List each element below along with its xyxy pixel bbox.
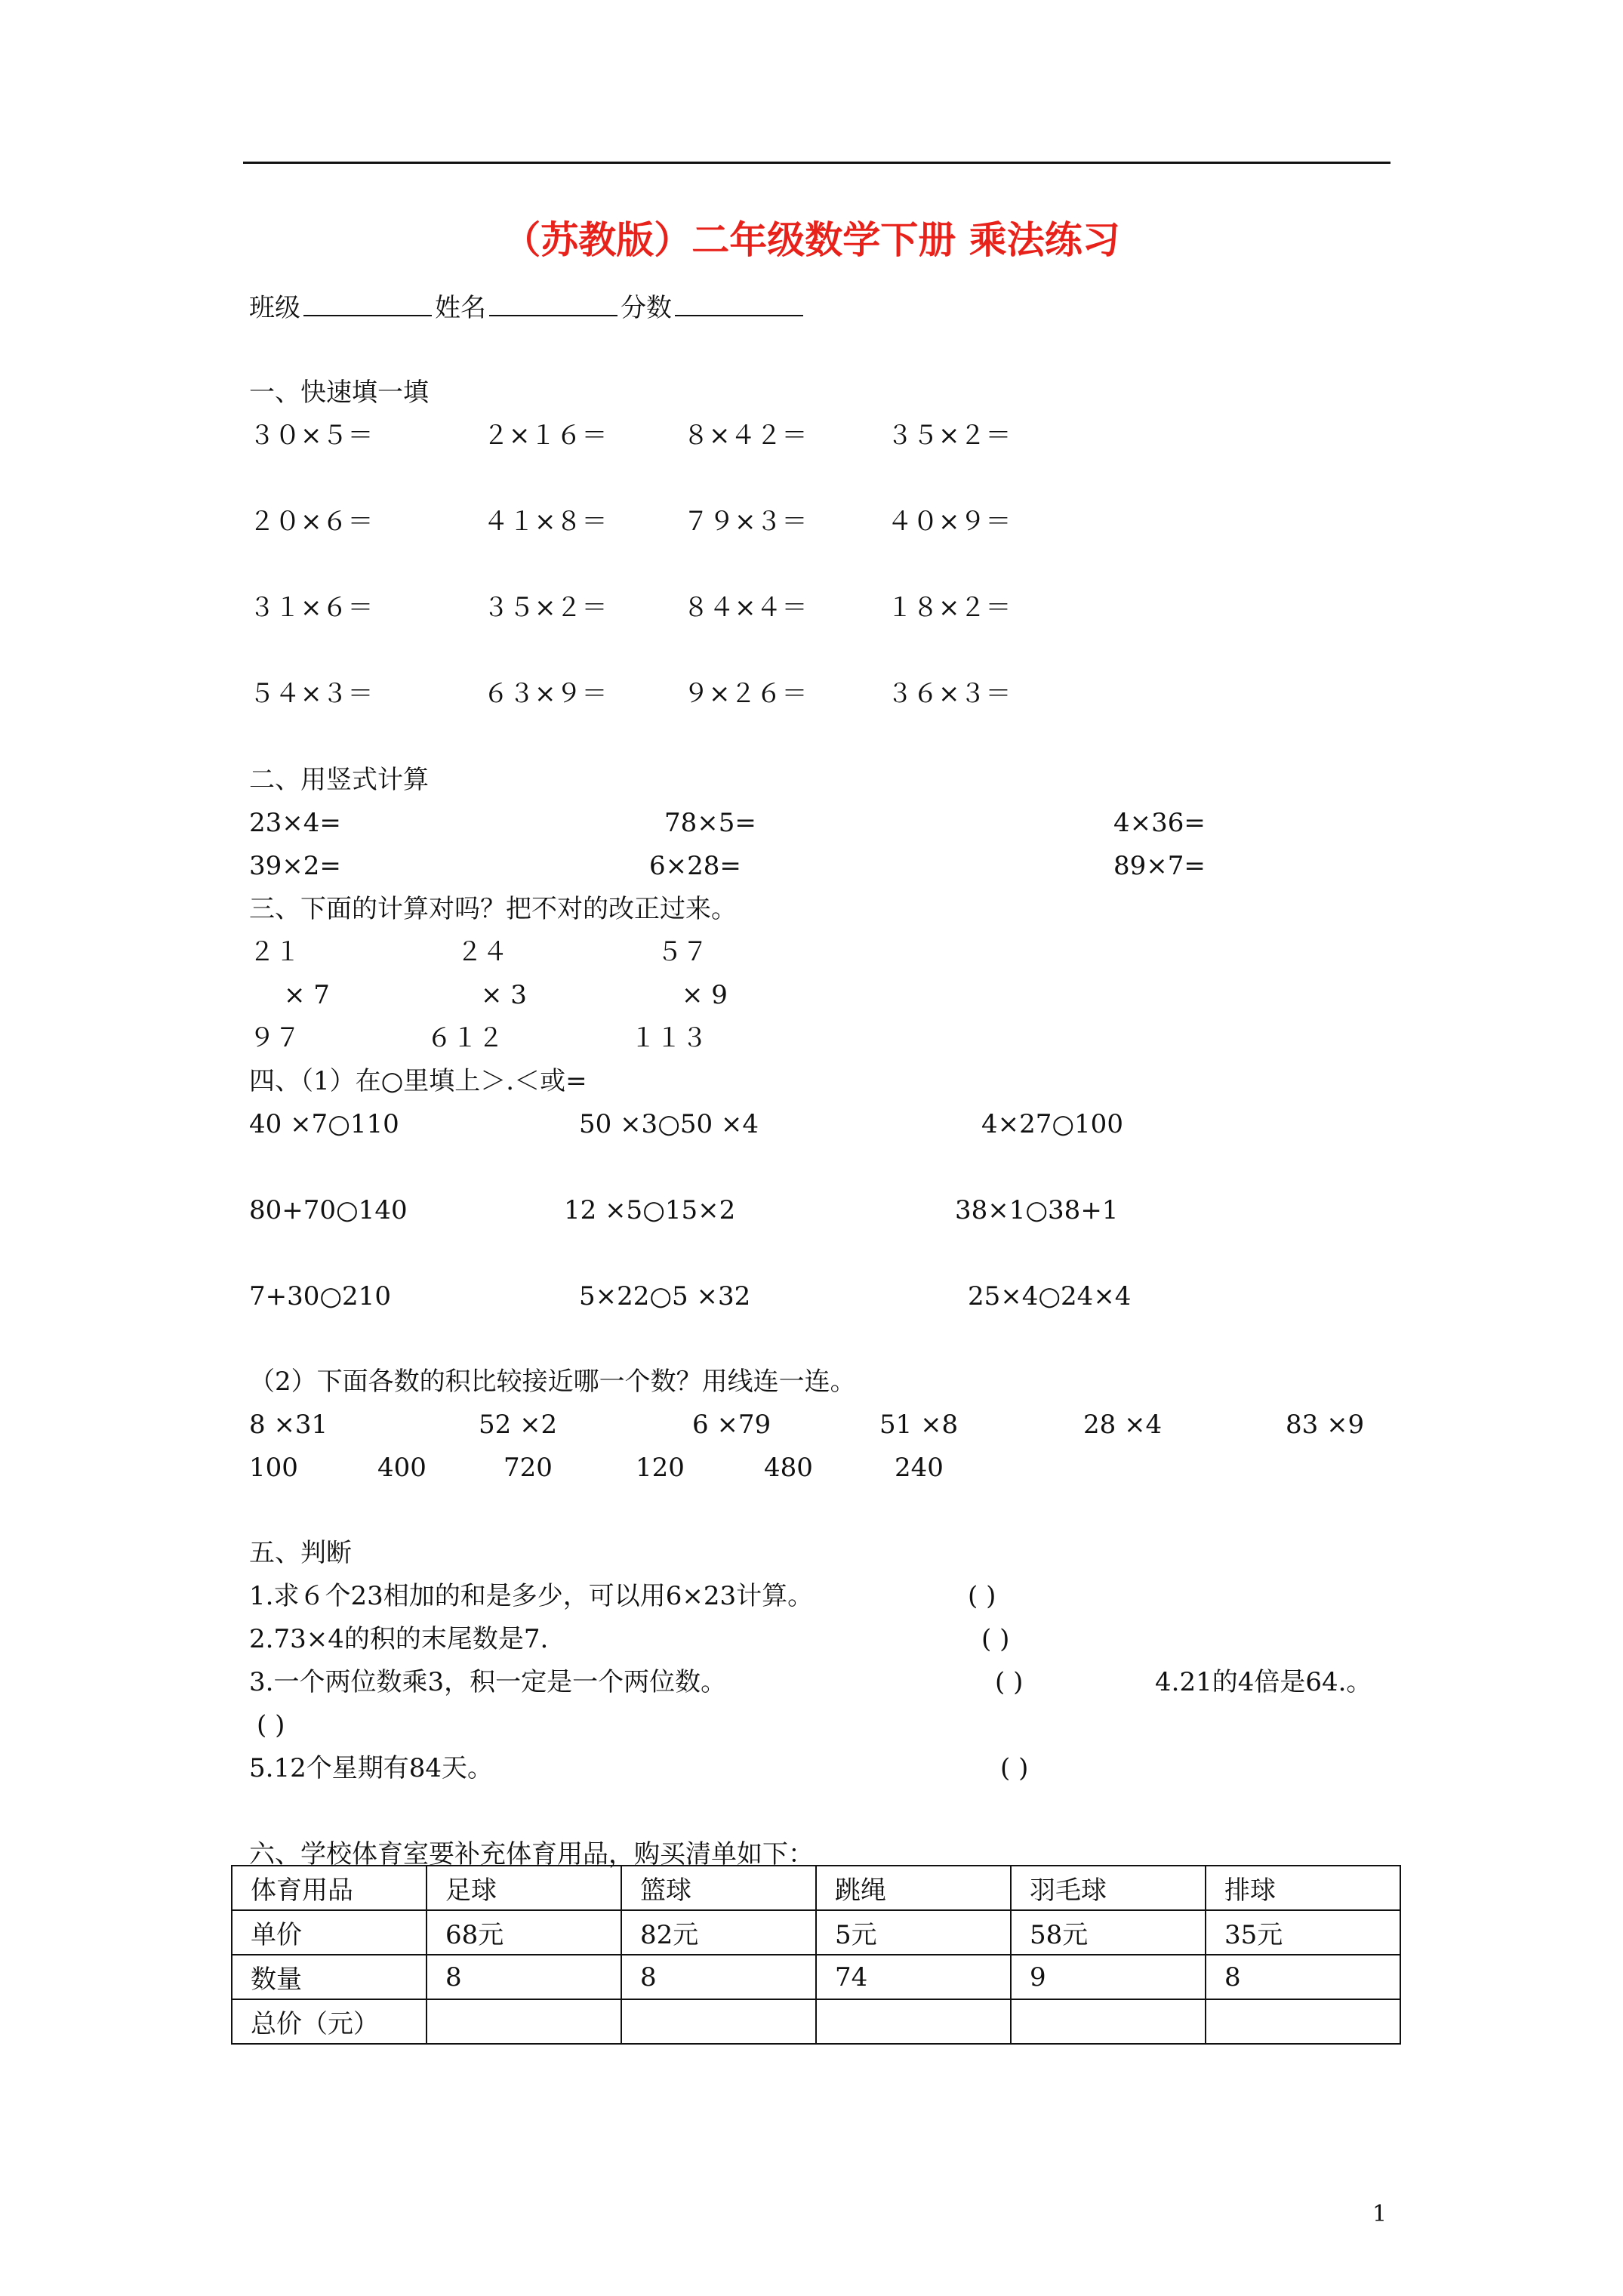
problem-op: × 9	[682, 980, 728, 1010]
table-row	[232, 1955, 1400, 1999]
calc-item: ３５×２＝	[887, 421, 1012, 451]
problem-op: × 7	[284, 980, 330, 1010]
top-rule	[243, 162, 1390, 164]
table-cell: 58元	[1011, 1910, 1206, 1955]
target-number: 240	[895, 1453, 944, 1483]
table-cell: 8	[427, 1955, 621, 1999]
compare-item: 25×4○24×4	[968, 1281, 1132, 1311]
compare-item: 7+30○210	[249, 1281, 391, 1311]
table-header-cell: 篮球	[621, 1866, 816, 1910]
table-cell: 82元	[621, 1910, 816, 1955]
answer-parens[interactable]: ( )	[968, 1581, 996, 1611]
calc-item: ９×２６＝	[683, 679, 808, 709]
section5-heading: 五、判断	[249, 1538, 352, 1568]
product-item: 83 ×9	[1286, 1410, 1365, 1440]
answer-parens[interactable]: ( )	[995, 1667, 1024, 1697]
problem-top: ２１	[249, 937, 300, 967]
section4-heading: 四、（1）在○里填上＞.＜或=	[249, 1066, 587, 1096]
vertical-calc-item: 6×28=	[649, 851, 741, 881]
judge-question: 1.求６个23相加的和是多少，可以用6×23计算。	[249, 1581, 814, 1611]
table-cell: 5元	[816, 1910, 1011, 1955]
total-answer-cell[interactable]	[1011, 1999, 1206, 2044]
product-item: 28 ×4	[1083, 1410, 1163, 1440]
table-header-cell: 体育用品	[232, 1866, 427, 1910]
judge-question: 2.73×4的积的末尾数是7.	[249, 1624, 549, 1654]
table-cell: 74	[816, 1955, 1011, 1999]
score-label: 分数	[621, 293, 672, 323]
problem-result: ６１２	[427, 1023, 504, 1053]
table-row	[232, 1910, 1400, 1955]
table-row	[232, 1999, 1400, 2044]
compare-item: 40 ×7○110	[249, 1109, 399, 1139]
compare-item: 38×1○38+1	[955, 1195, 1119, 1225]
table-header-cell: 足球	[427, 1866, 621, 1910]
calc-item: ６３×９＝	[483, 679, 608, 709]
total-answer-cell[interactable]	[427, 1999, 621, 2044]
calc-item: ３０×５＝	[249, 421, 374, 451]
compare-item: 80+70○140	[249, 1195, 408, 1225]
target-number: 100	[249, 1453, 298, 1483]
table-row	[232, 1866, 1400, 1910]
calc-item: ２×１６＝	[483, 421, 608, 451]
problem-top: ２４	[457, 937, 508, 967]
section4-sub-heading: （2）下面各数的积比较接近哪一个数？用线连一连。	[249, 1367, 856, 1397]
section2-heading: 二、用竖式计算	[249, 765, 429, 795]
class-field[interactable]	[303, 292, 432, 316]
page-number: 1	[1372, 2201, 1387, 2227]
table-cell: 8	[621, 1955, 816, 1999]
table-cell: 单价	[232, 1910, 427, 1955]
total-answer-cell[interactable]	[1206, 1999, 1400, 2044]
purchase-table	[231, 1865, 1401, 2045]
calc-item: ５４×３＝	[249, 679, 374, 709]
vertical-calc-item: 23×4=	[249, 808, 341, 838]
compare-item: 4×27○100	[981, 1109, 1123, 1139]
problem-op: × 3	[481, 980, 527, 1010]
calc-item: ３１×６＝	[249, 593, 374, 623]
calc-item: ３６×３＝	[887, 679, 1012, 709]
compare-item: 5×22○5 ×32	[579, 1281, 751, 1311]
total-answer-cell[interactable]	[621, 1999, 816, 2044]
calc-item: ４０×９＝	[887, 507, 1012, 537]
problem-top: ５７	[657, 937, 708, 967]
calc-item: ７９×３＝	[683, 507, 808, 537]
table-cell: 总价（元）	[232, 1999, 427, 2044]
calc-item: ２０×６＝	[249, 507, 374, 537]
name-label: 姓名	[435, 293, 486, 323]
table-header-cell: 羽毛球	[1011, 1866, 1206, 1910]
vertical-calc-item: 39×2=	[249, 851, 341, 881]
judge-question: 5.12个星期有84天。	[249, 1753, 493, 1783]
product-item: 6 ×79	[692, 1410, 771, 1440]
calc-item: １８×２＝	[887, 593, 1012, 623]
answer-parens[interactable]: ( )	[981, 1624, 1010, 1654]
section1-heading: 一、快速填一填	[249, 378, 429, 408]
section6-heading: 六、学校体育室要补充体育用品，购买清单如下：	[249, 1839, 814, 1869]
judge-question: 4.21的4倍是64.。	[1155, 1667, 1372, 1697]
product-item: 8 ×31	[249, 1410, 328, 1440]
vertical-calc-item: 89×7=	[1113, 851, 1206, 881]
target-number: 480	[764, 1453, 813, 1483]
total-answer-cell[interactable]	[816, 1999, 1011, 2044]
calc-item: ８４×４＝	[683, 593, 808, 623]
table-header-cell: 排球	[1206, 1866, 1400, 1910]
table-header-cell: 跳绳	[816, 1866, 1011, 1910]
score-field[interactable]	[675, 292, 803, 316]
class-label: 班级	[249, 293, 300, 323]
answer-parens[interactable]: ( )	[1000, 1753, 1029, 1783]
student-info-line	[249, 292, 806, 323]
judge-question: 3.一个两位数乘3，积一定是一个两位数。	[249, 1667, 727, 1697]
page-title: （苏教版）二年级数学下册 乘法练习	[503, 217, 1120, 262]
calc-item: ３５×２＝	[483, 593, 608, 623]
table-cell: 数量	[232, 1955, 427, 1999]
compare-item: 50 ×3○50 ×4	[579, 1109, 759, 1139]
name-field[interactable]	[489, 292, 617, 316]
vertical-calc-item: 4×36=	[1113, 808, 1206, 838]
problem-result: ９７	[249, 1023, 300, 1053]
calc-item: ８×４２＝	[683, 421, 808, 451]
problem-result: １１３	[630, 1023, 707, 1053]
section3-heading: 三、下面的计算对吗？把不对的改正过来。	[249, 894, 737, 924]
table-cell: 35元	[1206, 1910, 1400, 1955]
table-cell: 9	[1011, 1955, 1206, 1999]
product-item: 51 ×8	[879, 1410, 959, 1440]
table-cell: 68元	[427, 1910, 621, 1955]
table-cell: 8	[1206, 1955, 1400, 1999]
compare-item: 12 ×5○15×2	[564, 1195, 736, 1225]
target-number: 720	[504, 1453, 553, 1483]
target-number: 400	[377, 1453, 427, 1483]
target-number: 120	[636, 1453, 685, 1483]
answer-parens[interactable]: ( )	[257, 1710, 285, 1740]
calc-item: ４１×８＝	[483, 507, 608, 537]
product-item: 52 ×2	[479, 1410, 558, 1440]
vertical-calc-item: 78×5=	[664, 808, 756, 838]
